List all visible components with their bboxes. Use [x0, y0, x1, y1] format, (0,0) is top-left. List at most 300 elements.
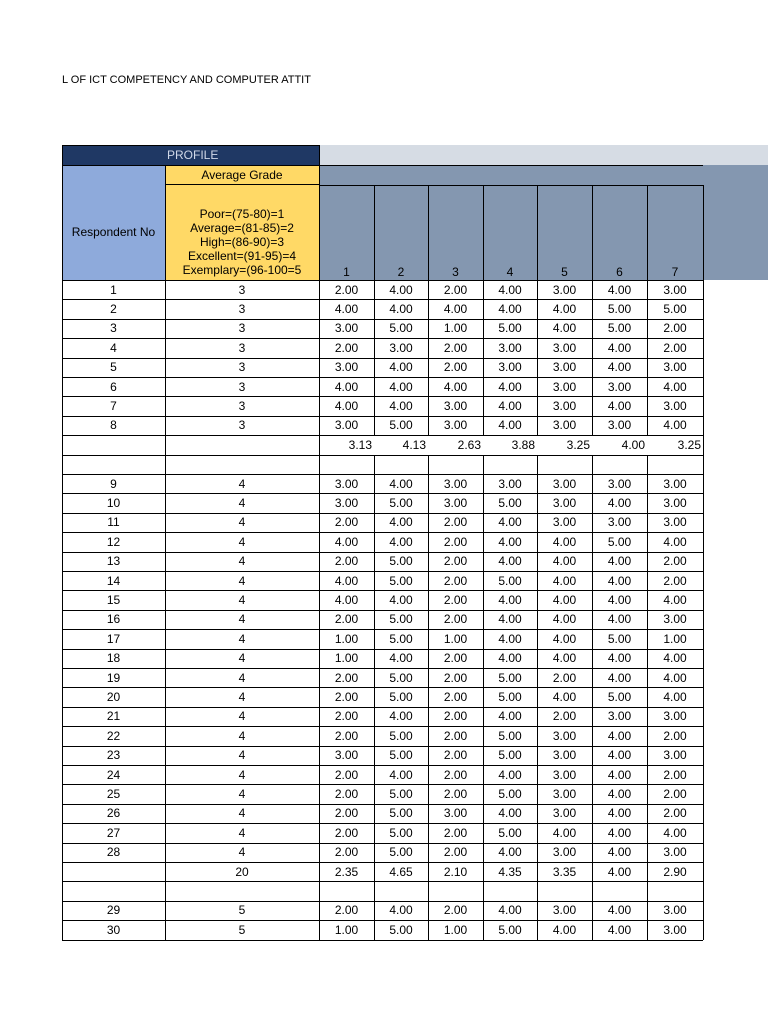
item-score-cell: 2.00 — [443, 534, 468, 549]
column-border — [647, 319, 648, 339]
column-border — [62, 765, 63, 785]
item-score-cell — [319, 881, 374, 900]
item-score-cell: 5.00 — [389, 825, 413, 840]
column-border — [319, 532, 320, 552]
column-border — [592, 668, 593, 688]
item-score-cell: 3.00 — [607, 476, 632, 491]
column-border — [428, 571, 429, 591]
column-border — [647, 590, 648, 610]
column-border — [62, 823, 63, 843]
column-border — [703, 649, 704, 669]
column-border — [165, 784, 166, 804]
row-border — [62, 707, 703, 708]
row-border — [62, 804, 703, 805]
average-grade-cell: 4 — [238, 476, 246, 491]
item-score-cell: 3.00 — [607, 379, 632, 394]
respondent-no-label: Respondent No — [71, 225, 156, 239]
item-score-cell: 2.35 — [334, 864, 359, 879]
respondent-no-cell: 29 — [106, 903, 121, 918]
column-border — [592, 571, 593, 591]
column-border — [319, 687, 320, 707]
respondent-no-cell: 10 — [106, 496, 121, 511]
item-score-cell: 3.00 — [607, 709, 632, 724]
column-border — [62, 416, 63, 436]
average-grade-cell: 4 — [238, 612, 246, 627]
item-score-cell: 2.00 — [663, 728, 687, 743]
column-border — [62, 649, 63, 669]
respondent-no-cell: 26 — [106, 806, 121, 821]
item-score-cell: 3.00 — [552, 728, 577, 743]
row-border — [62, 784, 703, 785]
column-border — [537, 901, 538, 921]
item-score-cell: 3.00 — [552, 806, 577, 821]
item-score-cell: 3.35 — [552, 864, 577, 879]
row-border — [62, 338, 703, 339]
item-score-cell: 5.00 — [389, 496, 413, 511]
item-score-cell: 4.00 — [498, 282, 522, 297]
column-border — [483, 532, 484, 552]
item-score-cell: 4.00 — [552, 534, 577, 549]
item-score-cell: 4.00 — [389, 282, 413, 297]
column-border — [592, 358, 593, 378]
item-score-cell — [319, 455, 374, 474]
item-score-cell: 2.00 — [334, 670, 359, 685]
average-grade-cell: 3 — [238, 418, 246, 433]
item-score-cell: 3.00 — [334, 360, 359, 375]
row-border — [62, 862, 703, 863]
item-score-cell: 4.00 — [552, 554, 577, 569]
item-score-cell: 2.00 — [443, 573, 468, 588]
item-score-cell: 2.00 — [334, 845, 359, 860]
column-border — [374, 862, 375, 882]
column-border — [62, 435, 63, 455]
column-border — [647, 493, 648, 513]
column-border — [483, 338, 484, 358]
column-border — [537, 338, 538, 358]
item-score-cell: 4.00 — [389, 302, 413, 317]
item-score-cell: 2.00 — [663, 321, 687, 336]
column-border — [537, 765, 538, 785]
average-grade-cell: 4 — [238, 709, 246, 724]
item-score-cell: 2.00 — [443, 515, 468, 530]
column-border — [374, 746, 375, 766]
column-border — [319, 319, 320, 339]
header-border — [319, 185, 703, 186]
respondent-no-cell: 5 — [110, 360, 117, 375]
item-score-cell: 4.00 — [334, 593, 359, 608]
column-border — [537, 804, 538, 824]
column-border — [319, 901, 320, 921]
column-border — [647, 552, 648, 572]
column-border — [165, 435, 166, 455]
header-border — [592, 185, 593, 280]
item-score-cell: 4.00 — [334, 302, 359, 317]
average-grade-cell: 4 — [238, 845, 246, 860]
column-border — [483, 280, 484, 300]
column-border — [483, 881, 484, 901]
column-border — [374, 901, 375, 921]
row-border — [62, 668, 703, 669]
item-score-cell: 4.00 — [389, 767, 413, 782]
item-score-cell: 3.00 — [443, 496, 468, 511]
column-border — [592, 649, 593, 669]
respondent-no-cell: 30 — [106, 922, 121, 937]
average-grade-cell: 4 — [238, 593, 246, 608]
column-border — [62, 513, 63, 533]
column-border — [428, 338, 429, 358]
profile-header-label: PROFILE — [167, 148, 219, 162]
item-score-cell: 4.00 — [607, 845, 632, 860]
item-score-cell: 2.90 — [663, 864, 687, 879]
item-score-cell: 5.00 — [607, 690, 632, 705]
column-border — [483, 513, 484, 533]
row-border — [62, 280, 703, 281]
item-score-cell: 5.00 — [498, 748, 522, 763]
column-border — [319, 649, 320, 669]
item-score-cell: 2.00 — [663, 767, 687, 782]
column-border — [374, 726, 375, 746]
column-border — [319, 726, 320, 746]
item-score-cell: 4.00 — [552, 321, 577, 336]
column-border — [62, 396, 63, 416]
average-grade-cell: 4 — [238, 748, 246, 763]
item-score-cell: 4.00 — [498, 399, 522, 414]
item-score-cell: 4.00 — [389, 709, 413, 724]
column-border — [165, 649, 166, 669]
items-header-strip — [319, 165, 768, 185]
column-border — [428, 765, 429, 785]
item-average-cell: 3.25 — [566, 437, 590, 452]
column-border — [592, 726, 593, 746]
item-score-cell: 1.00 — [334, 651, 359, 666]
respondent-no-cell: 6 — [110, 379, 117, 394]
column-border — [703, 396, 704, 416]
respondent-no-cell — [62, 862, 165, 881]
average-grade-cell: 3 — [238, 321, 246, 336]
item-score-cell: 5.00 — [498, 690, 522, 705]
item-score-cell: 3.00 — [334, 476, 359, 491]
row-border — [62, 765, 703, 766]
item-score-cell: 5.00 — [663, 302, 687, 317]
item-score-cell: 5.00 — [389, 787, 413, 802]
item-score-cell: 5.00 — [498, 670, 522, 685]
column-border — [647, 843, 648, 863]
column-border — [165, 590, 166, 610]
item-score-cell: 2.00 — [663, 573, 687, 588]
grade-legend-line: Average=(81-85)=2 — [190, 221, 294, 235]
column-border — [62, 784, 63, 804]
column-border — [537, 629, 538, 649]
column-border — [483, 901, 484, 921]
column-border — [62, 629, 63, 649]
row-border — [62, 940, 703, 941]
column-border — [592, 416, 593, 436]
row-border — [62, 687, 703, 688]
column-border — [483, 610, 484, 630]
item-average-cell: 2.63 — [457, 437, 481, 452]
header-border — [62, 145, 319, 146]
item-score-cell: 5.00 — [498, 825, 522, 840]
column-border — [537, 590, 538, 610]
item-score-cell: 4.00 — [607, 651, 632, 666]
column-border — [537, 726, 538, 746]
column-border — [647, 280, 648, 300]
column-border — [703, 552, 704, 572]
respondent-no-cell: 4 — [110, 340, 117, 355]
column-border — [703, 610, 704, 630]
item-score-cell: 5.00 — [607, 302, 632, 317]
column-border — [703, 629, 704, 649]
item-score-cell: 2.00 — [334, 340, 359, 355]
item-score-cell: 2.00 — [334, 787, 359, 802]
column-border — [319, 590, 320, 610]
column-border — [319, 280, 320, 300]
respondent-no-cell: 25 — [106, 787, 121, 802]
column-border — [428, 901, 429, 921]
column-border — [374, 823, 375, 843]
column-border — [647, 726, 648, 746]
item-average-cell: 3.13 — [348, 437, 372, 452]
column-border — [537, 687, 538, 707]
item-score-cell: 4.00 — [498, 593, 522, 608]
item-score-cell: 1.00 — [334, 922, 359, 937]
item-score-cell: 2.00 — [334, 903, 359, 918]
column-border — [165, 396, 166, 416]
column-border — [647, 687, 648, 707]
column-border — [165, 765, 166, 785]
item-score-cell: 2.00 — [443, 340, 468, 355]
column-border — [374, 920, 375, 940]
average-grade-cell — [165, 881, 319, 900]
column-border — [62, 707, 63, 727]
item-score-cell: 4.00 — [498, 806, 522, 821]
column-border — [592, 843, 593, 863]
row-border — [62, 435, 703, 436]
column-border — [62, 358, 63, 378]
row-border — [62, 532, 703, 533]
column-border — [647, 765, 648, 785]
item-score-cell: 2.00 — [443, 651, 468, 666]
header-border — [165, 184, 319, 185]
column-border — [592, 319, 593, 339]
item-score-cell — [647, 881, 703, 900]
item-score-cell: 2.00 — [334, 825, 359, 840]
item-score-cell: 3.00 — [663, 922, 687, 937]
item-score-cell: 3.00 — [552, 748, 577, 763]
column-border — [165, 280, 166, 300]
row-border — [62, 377, 703, 378]
column-border — [62, 319, 63, 339]
column-border — [374, 319, 375, 339]
column-border — [483, 474, 484, 494]
column-border — [483, 746, 484, 766]
column-border — [165, 552, 166, 572]
item-score-cell — [374, 455, 428, 474]
column-border — [319, 455, 320, 475]
column-border — [165, 823, 166, 843]
column-border — [319, 804, 320, 824]
item-score-cell: 2.00 — [443, 554, 468, 569]
column-border — [374, 416, 375, 436]
item-score-cell: 2.00 — [334, 728, 359, 743]
item-score-cell: 4.00 — [552, 631, 577, 646]
item-score-cell: 3.00 — [552, 379, 577, 394]
item-score-cell — [592, 455, 647, 474]
column-border — [62, 571, 63, 591]
column-border — [703, 280, 704, 300]
column-border — [428, 726, 429, 746]
item-score-cell: 1.00 — [334, 631, 359, 646]
item-score-cell: 5.00 — [607, 534, 632, 549]
item-score-cell: 4.00 — [663, 825, 687, 840]
item-score-cell: 4.00 — [498, 845, 522, 860]
column-border — [703, 843, 704, 863]
item-score-cell: 3.00 — [334, 496, 359, 511]
column-border — [537, 358, 538, 378]
item-score-cell: 4.00 — [663, 690, 687, 705]
item-score-cell: 3.00 — [552, 845, 577, 860]
column-border — [483, 804, 484, 824]
item-column-header: 2 — [397, 265, 405, 279]
item-score-cell: 4.00 — [607, 864, 632, 879]
column-border — [703, 513, 704, 533]
item-score-cell: 2.00 — [443, 748, 468, 763]
average-grade-cell: 4 — [238, 573, 246, 588]
average-grade-cell: 4 — [238, 515, 246, 530]
column-border — [537, 823, 538, 843]
column-border — [319, 746, 320, 766]
column-border — [592, 765, 593, 785]
column-border — [703, 416, 704, 436]
item-score-cell: 1.00 — [663, 631, 687, 646]
column-border — [592, 823, 593, 843]
header-border — [165, 165, 166, 280]
row-border — [62, 610, 703, 611]
item-score-cell: 4.00 — [607, 728, 632, 743]
column-border — [428, 920, 429, 940]
column-border — [374, 804, 375, 824]
item-score-cell: 3.00 — [663, 612, 687, 627]
column-border — [647, 901, 648, 921]
column-border — [703, 571, 704, 591]
item-score-cell: 3.00 — [389, 340, 413, 355]
item-score-cell: 5.00 — [389, 806, 413, 821]
item-score-cell: 3.00 — [552, 399, 577, 414]
column-border — [483, 784, 484, 804]
column-border — [592, 493, 593, 513]
item-column-header: 1 — [343, 265, 350, 279]
column-border — [428, 862, 429, 882]
item-score-cell: 3.00 — [663, 709, 687, 724]
item-score-cell: 2.00 — [443, 825, 468, 840]
column-border — [319, 299, 320, 319]
item-score-cell: 4.00 — [389, 593, 413, 608]
item-column-header: 7 — [671, 265, 679, 279]
item-score-cell: 3.00 — [552, 418, 577, 433]
item-score-cell: 4.00 — [607, 360, 632, 375]
row-border — [62, 396, 703, 397]
column-border — [537, 881, 538, 901]
row-border — [62, 901, 703, 902]
column-border — [62, 377, 63, 397]
item-score-cell: 4.00 — [607, 903, 632, 918]
average-grade-cell: 4 — [238, 670, 246, 685]
column-border — [483, 396, 484, 416]
respondent-no-cell: 11 — [107, 515, 120, 530]
item-score-cell: 4.00 — [389, 903, 413, 918]
item-score-cell: 4.65 — [389, 864, 413, 879]
column-border — [537, 377, 538, 397]
column-border — [703, 784, 704, 804]
item-score-cell: 4.00 — [607, 282, 632, 297]
column-border — [165, 338, 166, 358]
average-grade-cell: 5 — [238, 922, 246, 937]
spreadsheet-table — [62, 145, 768, 945]
column-border — [319, 707, 320, 727]
item-score-cell: 5.00 — [389, 418, 413, 433]
respondent-no-cell: 23 — [106, 748, 121, 763]
column-border — [374, 687, 375, 707]
item-score-cell: 5.00 — [389, 748, 413, 763]
column-border — [374, 843, 375, 863]
respondent-no-cell — [62, 455, 165, 474]
column-border — [537, 416, 538, 436]
item-score-cell: 4.00 — [607, 825, 632, 840]
item-score-cell: 2.00 — [443, 787, 468, 802]
average-grade-cell: 4 — [238, 496, 246, 511]
column-border — [428, 649, 429, 669]
column-border — [428, 746, 429, 766]
column-border — [428, 532, 429, 552]
item-score-cell: 5.00 — [607, 321, 632, 336]
column-border — [374, 280, 375, 300]
column-border — [428, 358, 429, 378]
column-border — [537, 920, 538, 940]
column-border — [319, 862, 320, 882]
item-score-cell — [647, 455, 703, 474]
item-score-cell: 1.00 — [443, 631, 468, 646]
item-score-cell: 4.00 — [389, 534, 413, 549]
column-border — [62, 687, 63, 707]
item-score-cell: 3.00 — [552, 360, 577, 375]
average-grade-cell: 4 — [238, 787, 246, 802]
respondent-no-cell: 3 — [110, 321, 117, 336]
column-border — [537, 299, 538, 319]
column-border — [592, 532, 593, 552]
item-score-cell: 4.00 — [552, 593, 577, 608]
item-score-cell: 2.00 — [334, 806, 359, 821]
item-score-cell: 5.00 — [389, 845, 413, 860]
item-score-cell: 5.00 — [498, 787, 522, 802]
column-border — [319, 416, 320, 436]
average-grade-cell — [165, 435, 319, 454]
column-border — [165, 746, 166, 766]
item-score-cell: 2.00 — [663, 787, 687, 802]
column-border — [483, 687, 484, 707]
column-border — [647, 358, 648, 378]
item-score-cell: 2.00 — [443, 282, 468, 297]
column-border — [165, 493, 166, 513]
item-column-header: 5 — [561, 265, 568, 279]
column-border — [165, 726, 166, 746]
column-border — [592, 338, 593, 358]
column-border — [703, 299, 704, 319]
column-border — [537, 513, 538, 533]
item-score-cell: 3.00 — [663, 496, 687, 511]
item-score-cell: 2.00 — [443, 612, 468, 627]
column-border — [165, 455, 166, 475]
column-border — [483, 416, 484, 436]
